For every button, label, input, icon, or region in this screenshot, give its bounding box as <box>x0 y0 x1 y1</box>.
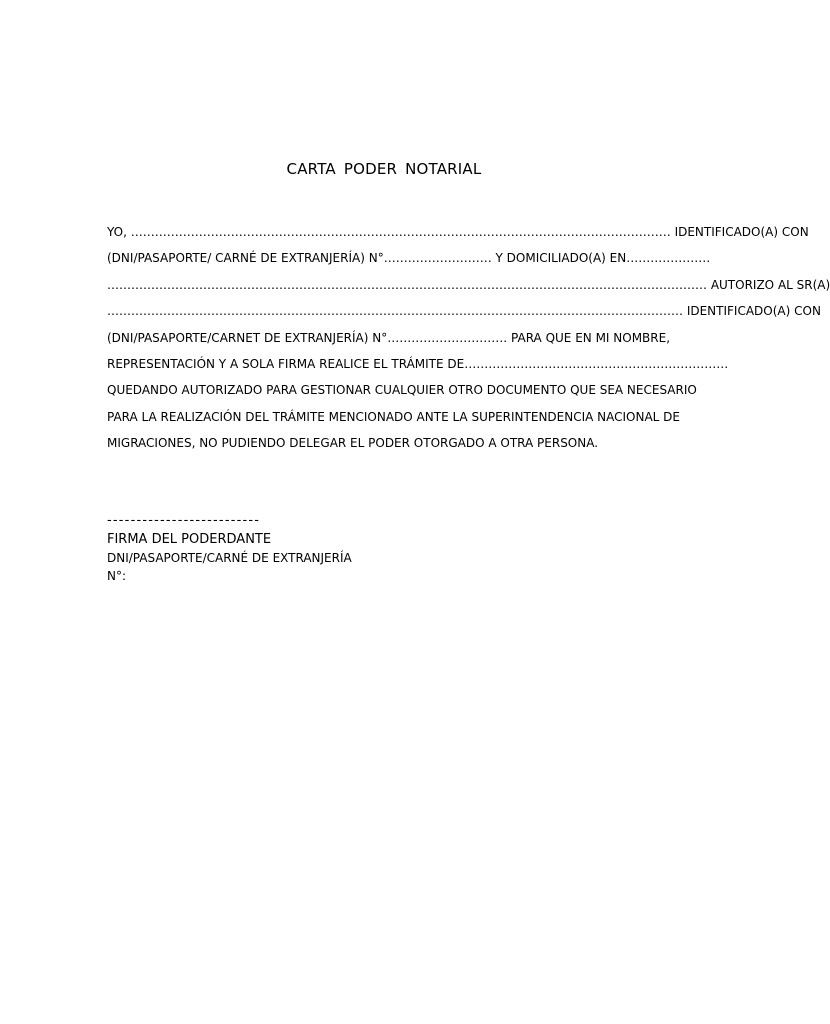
body-line-yo: YO, ……………………………………………………………………………………………………………………… IDENTIFICADO(A) CON <box>107 225 809 239</box>
signature-block <box>107 511 507 585</box>
document-body <box>107 221 830 459</box>
signature-label: FIRMA DEL PODERDANTE <box>107 532 272 547</box>
body-line-migraciones: MIGRACIONES, NO PUDIENDO DELEGAR EL PODER OTORGADO A OTRA PERSONA. <box>107 436 599 451</box>
body-line-tramite: REPRESENTACIÓN Y A SOLA FIRMA REALICE EL TRÁMITE DE………………………………………………………… <box>107 356 729 371</box>
body-line-id-domicilio: (DNI/PASAPORTE/ CARNÉ DE EXTRANJERÍA) N°……………………… Y DOMICILIADO(A) EN………………… <box>107 251 711 266</box>
signature-number-label: N°: <box>107 569 127 583</box>
document-title: CARTA PODER NOTARIAL <box>286 160 482 178</box>
body-line-superintendencia: PARA LA REALIZACIÓN DEL TRÁMITE MENCIONADO ANTE LA SUPERINTENDENCIA NACIONAL DE <box>107 409 680 424</box>
body-line-apoderado: ……………………………………………………………………………………………………………………………… IDENTIFICADO(A) CON <box>107 304 821 319</box>
body-line-autorizado: QUEDANDO AUTORIZADO PARA GESTIONAR CUALQUIER OTRO DOCUMENTO QUE SEA NECESARIO <box>107 383 697 398</box>
signature-id-type: DNI/PASAPORTE/CARNÉ DE EXTRANJERÍA <box>107 551 352 565</box>
signature-line: -------------------------- <box>107 513 261 528</box>
body-line-id-apoderado: (DNI/PASAPORTE/CARNET DE EXTRANJERÍA) N°………………………… PARA QUE EN MI NOMBRE, <box>107 330 671 345</box>
body-line-autorizo: …………………………………………………………………………………………………………………………………… AUTORIZO AL SR(A) <box>107 277 830 292</box>
